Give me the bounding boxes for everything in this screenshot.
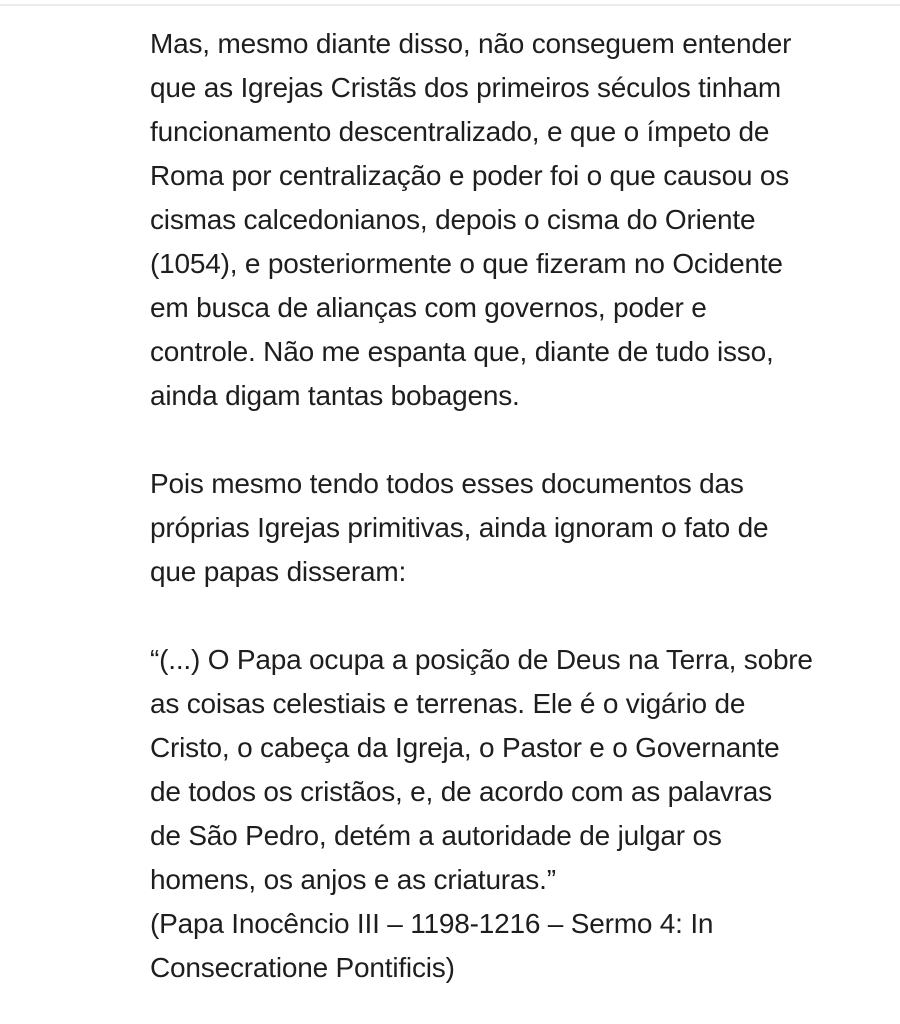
paragraph-centralization: Mas, mesmo diante disso, não conseguem entender que as Igrejas Cristãs dos primeiros séculos tinham funcionamento descentralizado, e que o ímpeto de Roma por centralização e poder foi o que causou os cismas calcedonianos, depois o cisma do Oriente (1054), e posteriormente o que fizeram no Ocidente em busca de alianças com governos, poder e controle. Não me espanta que, diante de tudo isso, ainda digam tantas bobagens. (150, 28, 792, 411)
quote-citation: (Papa Inocêncio III – 1198-1216 – Sermo 4: In Consecratione Pontificis) (150, 908, 714, 983)
paragraph-documents: Pois mesmo tendo todos esses documentos das próprias Igrejas primitivas, ainda ignoram o fato de que papas disseram: (150, 468, 769, 587)
papal-quote: “(...) O Papa ocupa a posição de Deus na Terra, sobre as coisas celestiais e terrenas. Ele é o vigário de Cristo, o cabeça da Igreja, o Pastor e o Governante de todos os cristãos, e, de acordo com as palavras de São Pedro, detém a autoridade de julgar os homens, os anjos e as criaturas.” (150, 644, 813, 895)
article-body (150, 22, 850, 990)
paragraph-gap (150, 594, 850, 638)
top-divider (0, 4, 900, 6)
paragraph-gap (150, 418, 850, 462)
